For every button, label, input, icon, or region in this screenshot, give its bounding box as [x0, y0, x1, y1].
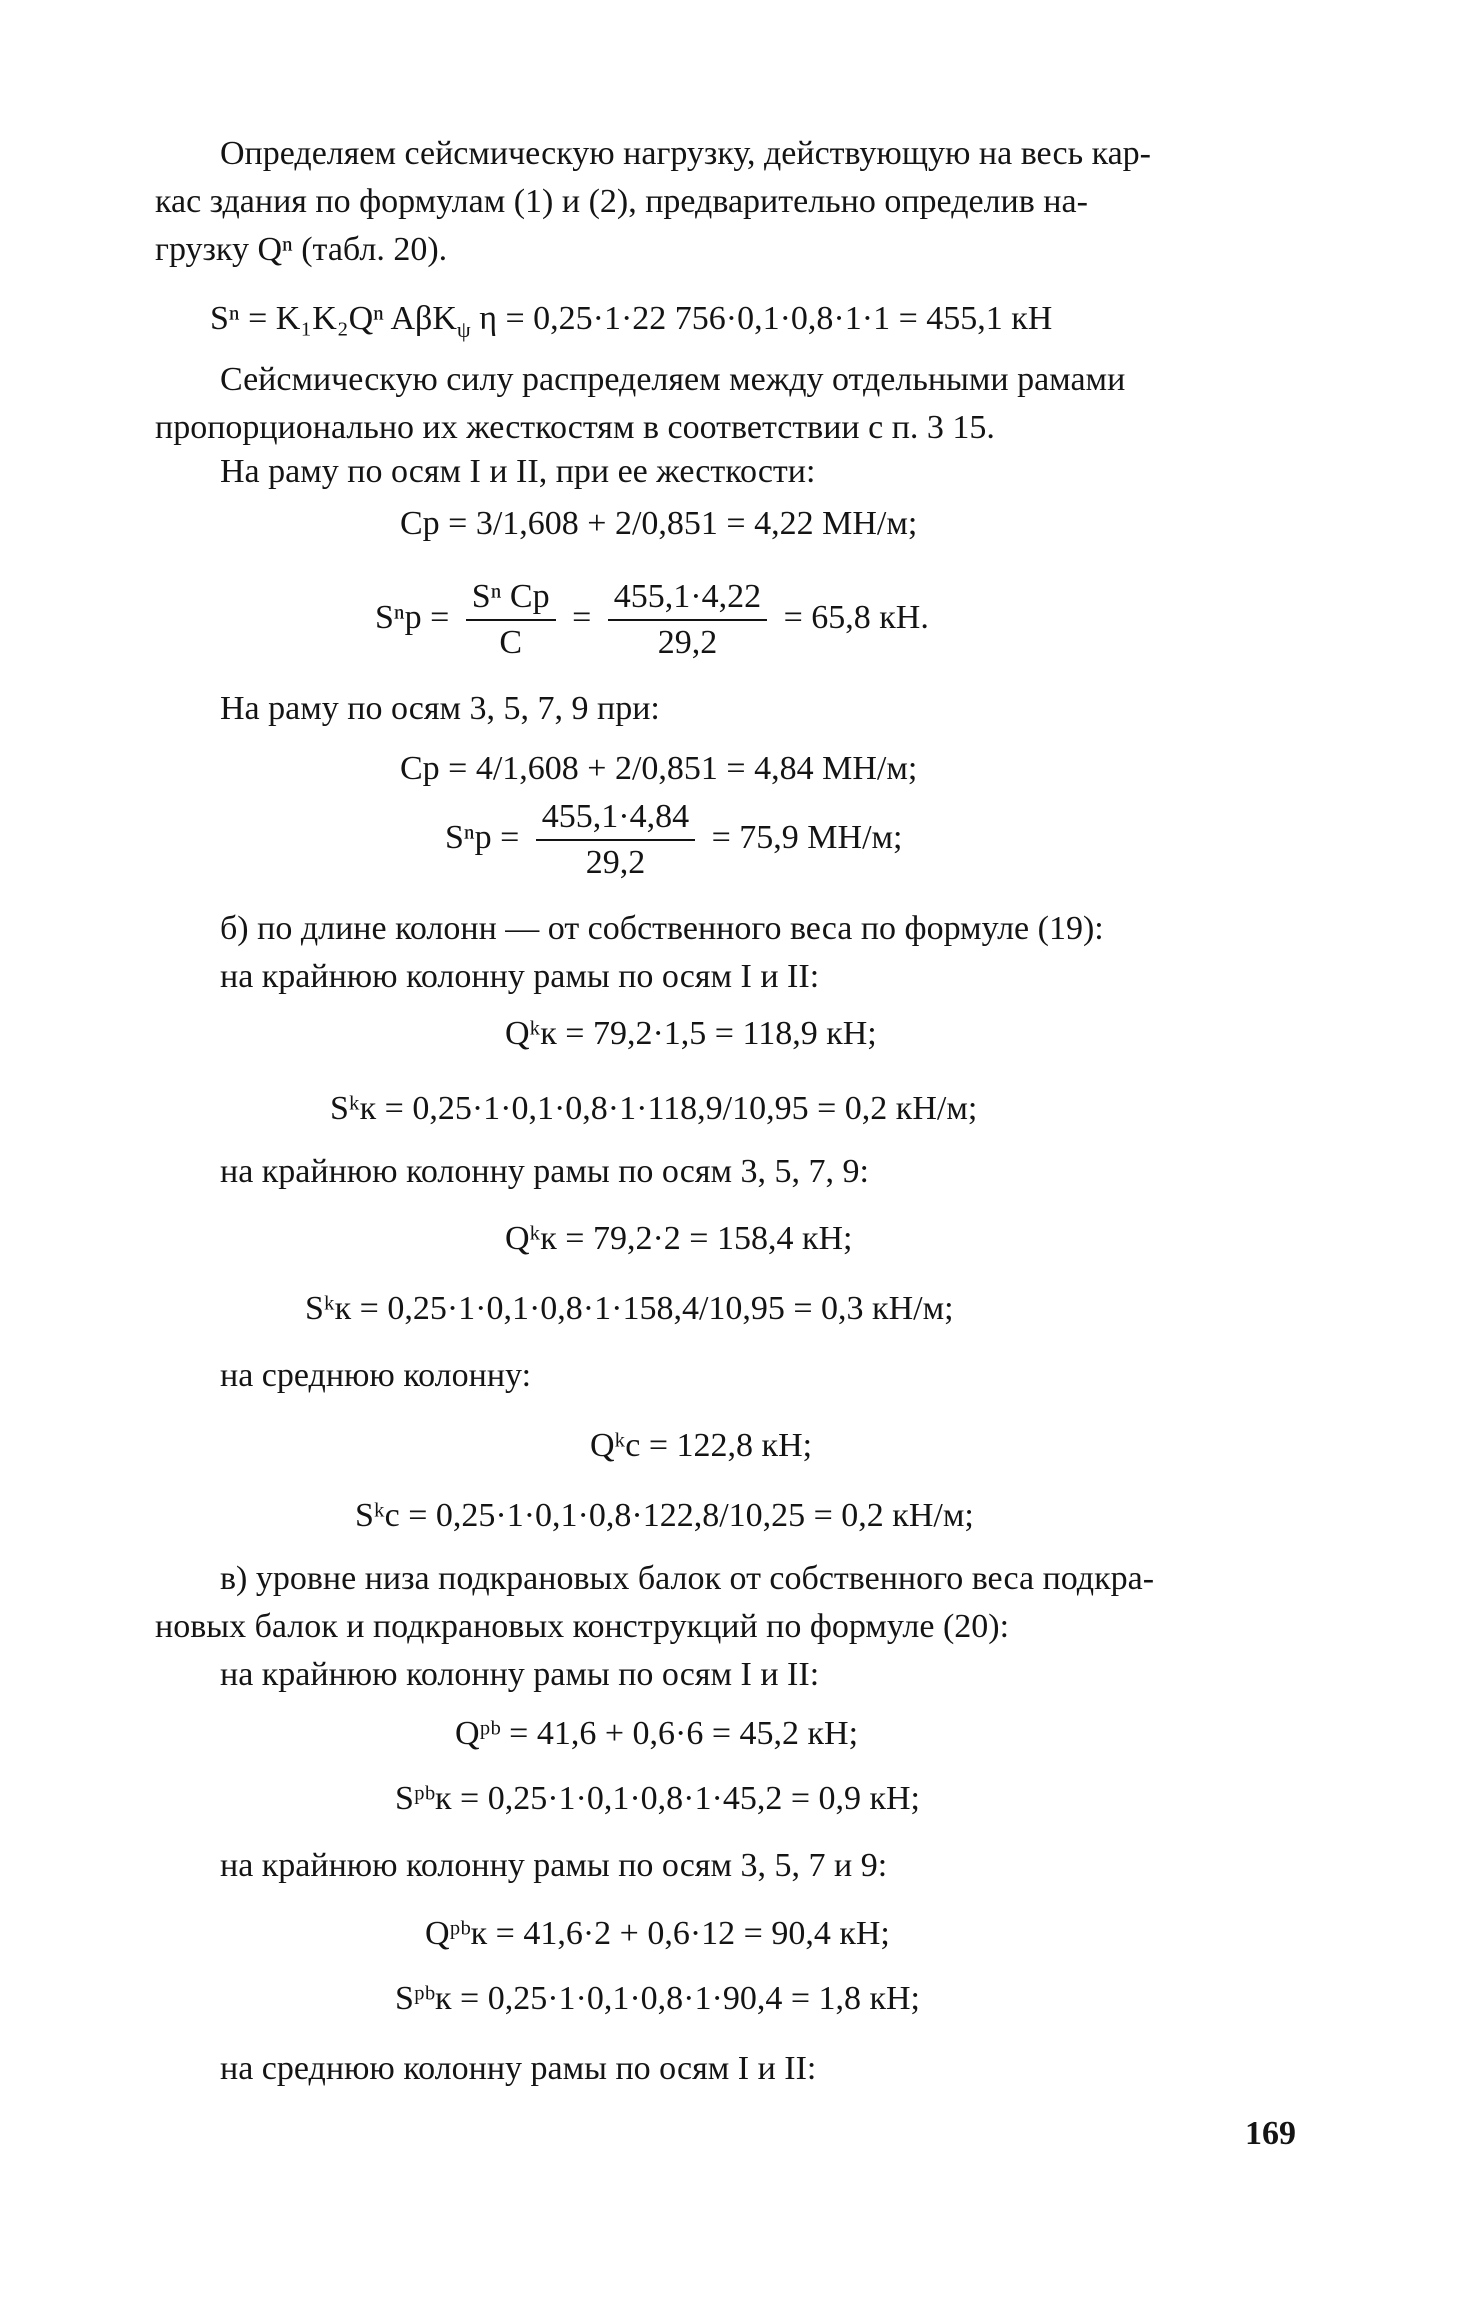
crane-paragraph	[155, 1555, 1305, 1699]
crane-line-5: на среднюю колонну рамы по осям I и II:	[220, 2050, 817, 2087]
columns-line-2: на крайнюю колонну рамы по осям I и II:	[220, 958, 820, 995]
formula-s-pb-1: Sᵖᵇк = 0,25·1·0,1·0,8·1·45,2 = 0,9 кН;	[395, 1780, 921, 1817]
distribution-paragraph	[155, 356, 1305, 452]
formula-q-col-3: Qᵏс = 122,8 кН;	[590, 1427, 813, 1464]
formula-s-col-3: Sᵏс = 0,25·1·0,1·0,8·122,8/10,25 = 0,2 кН/м;	[355, 1497, 974, 1534]
crane-line-3: на крайнюю колонну рамы по осям I и II:	[220, 1656, 820, 1693]
columns-paragraph	[155, 905, 1305, 1001]
formula-q-col-2: Qᵏк = 79,2·2 = 158,4 кН;	[505, 1220, 853, 1257]
sp-rhs: = 65,8 кН.	[783, 598, 929, 636]
columns-line-4: на среднюю колонну:	[220, 1357, 532, 1394]
formula-s-pb-2: Sᵖᵇк = 0,25·1·0,1·0,8·1·90,4 = 1,8 кН;	[395, 1980, 921, 2017]
formula-sp-frame-I-II: Sⁿр = $\frac{\text{Sⁿ Cр}}{C}$ = $\frac{455,1\cdot 4,22}{29,2}$ = 65,8 кН.	[375, 575, 929, 665]
formula-cp-frame-3579: Cр = 4/1,608 + 2/0,851 = 4,84 МН/м;	[400, 750, 918, 787]
frame-3579-heading: На раму по осям 3, 5, 7, 9 при:	[220, 690, 660, 727]
intro-line-1: Определяем сейсмическую нагрузку, действующую на весь кар-	[220, 135, 1151, 172]
intro-line-3: грузку Qⁿ (табл. 20).	[155, 231, 448, 268]
fraction-1	[466, 575, 556, 665]
intro-line-2: кас здания по формулам (1) и (2), предварительно определив на-	[155, 183, 1088, 220]
fraction-2-numerator: 455,1·4,22	[608, 575, 767, 621]
formula-s-col-1: Sᵏк = 0,25·1·0,1·0,8·1·118,9/10,95 = 0,2 кН/м;	[330, 1090, 978, 1127]
formula-q-pb-1: Qᵖᵇ = 41,6 + 0,6·6 = 45,2 кН;	[455, 1715, 859, 1752]
crane-line-4: на крайнюю колонну рамы по осям 3, 5, 7 и 9:	[220, 1847, 888, 1884]
sp-lhs: Sⁿр =	[375, 598, 450, 636]
formula-s-col-2: Sᵏк = 0,25·1·0,1·0,8·1·158,4/10,95 = 0,3 кН/м;	[305, 1290, 954, 1327]
fraction-1-numerator: Sⁿ Cр	[466, 575, 556, 621]
formula-total-rhs: η = 0,25·1·22 756·0,1·0,8·1·1 = 455,1 кН	[479, 300, 1053, 337]
fraction-3-numerator: 455,1·4,84	[536, 795, 695, 841]
formula-total-seismic-load	[210, 295, 1052, 343]
formula-q-pb-2: Qᵖᵇк = 41,6·2 + 0,6·12 = 90,4 кН;	[425, 1915, 890, 1952]
formula-total-sub: ψ	[456, 316, 471, 342]
formula-cp-frame-I-II: Cр = 3/1,608 + 2/0,851 = 4,22 МН/м;	[400, 505, 918, 542]
intro-paragraph	[155, 130, 1305, 274]
columns-line-3: на крайнюю колонну рамы по осям 3, 5, 7, 9:	[220, 1153, 869, 1190]
fraction-2	[608, 575, 767, 665]
distribution-line-2: пропорционально их жесткостям в соответствии с п. 3 15.	[155, 409, 995, 446]
sp2-rhs: = 75,9 МН/м;	[711, 818, 903, 856]
formula-total-lhs: Sⁿ = K₁K₂Qⁿ AβK	[210, 300, 457, 337]
crane-line-2: новых балок и подкрановых конструкций по формуле (20):	[155, 1608, 1010, 1645]
fraction-3	[536, 795, 695, 885]
page-number: 169	[1245, 2115, 1296, 2152]
frame-I-II-heading: На раму по осям I и II, при ее жесткости:	[220, 453, 816, 490]
crane-line-1: в) уровне низа подкрановых балок от собственного веса подкра-	[220, 1560, 1155, 1597]
fraction-3-denominator: 29,2	[585, 844, 646, 881]
columns-line-1: б) по длине колонн — от собственного веса по формуле (19):	[220, 910, 1104, 947]
distribution-line-1: Сейсмическую силу распределяем между отдельными рамами	[220, 361, 1126, 398]
formula-q-col-1: Qᵏк = 79,2·1,5 = 118,9 кН;	[505, 1015, 877, 1052]
fraction-2-denominator: 29,2	[657, 624, 718, 661]
sp2-lhs: Sⁿр =	[445, 818, 520, 856]
fraction-1-denominator: C	[499, 624, 523, 661]
formula-sp-frame-3579	[445, 795, 903, 885]
